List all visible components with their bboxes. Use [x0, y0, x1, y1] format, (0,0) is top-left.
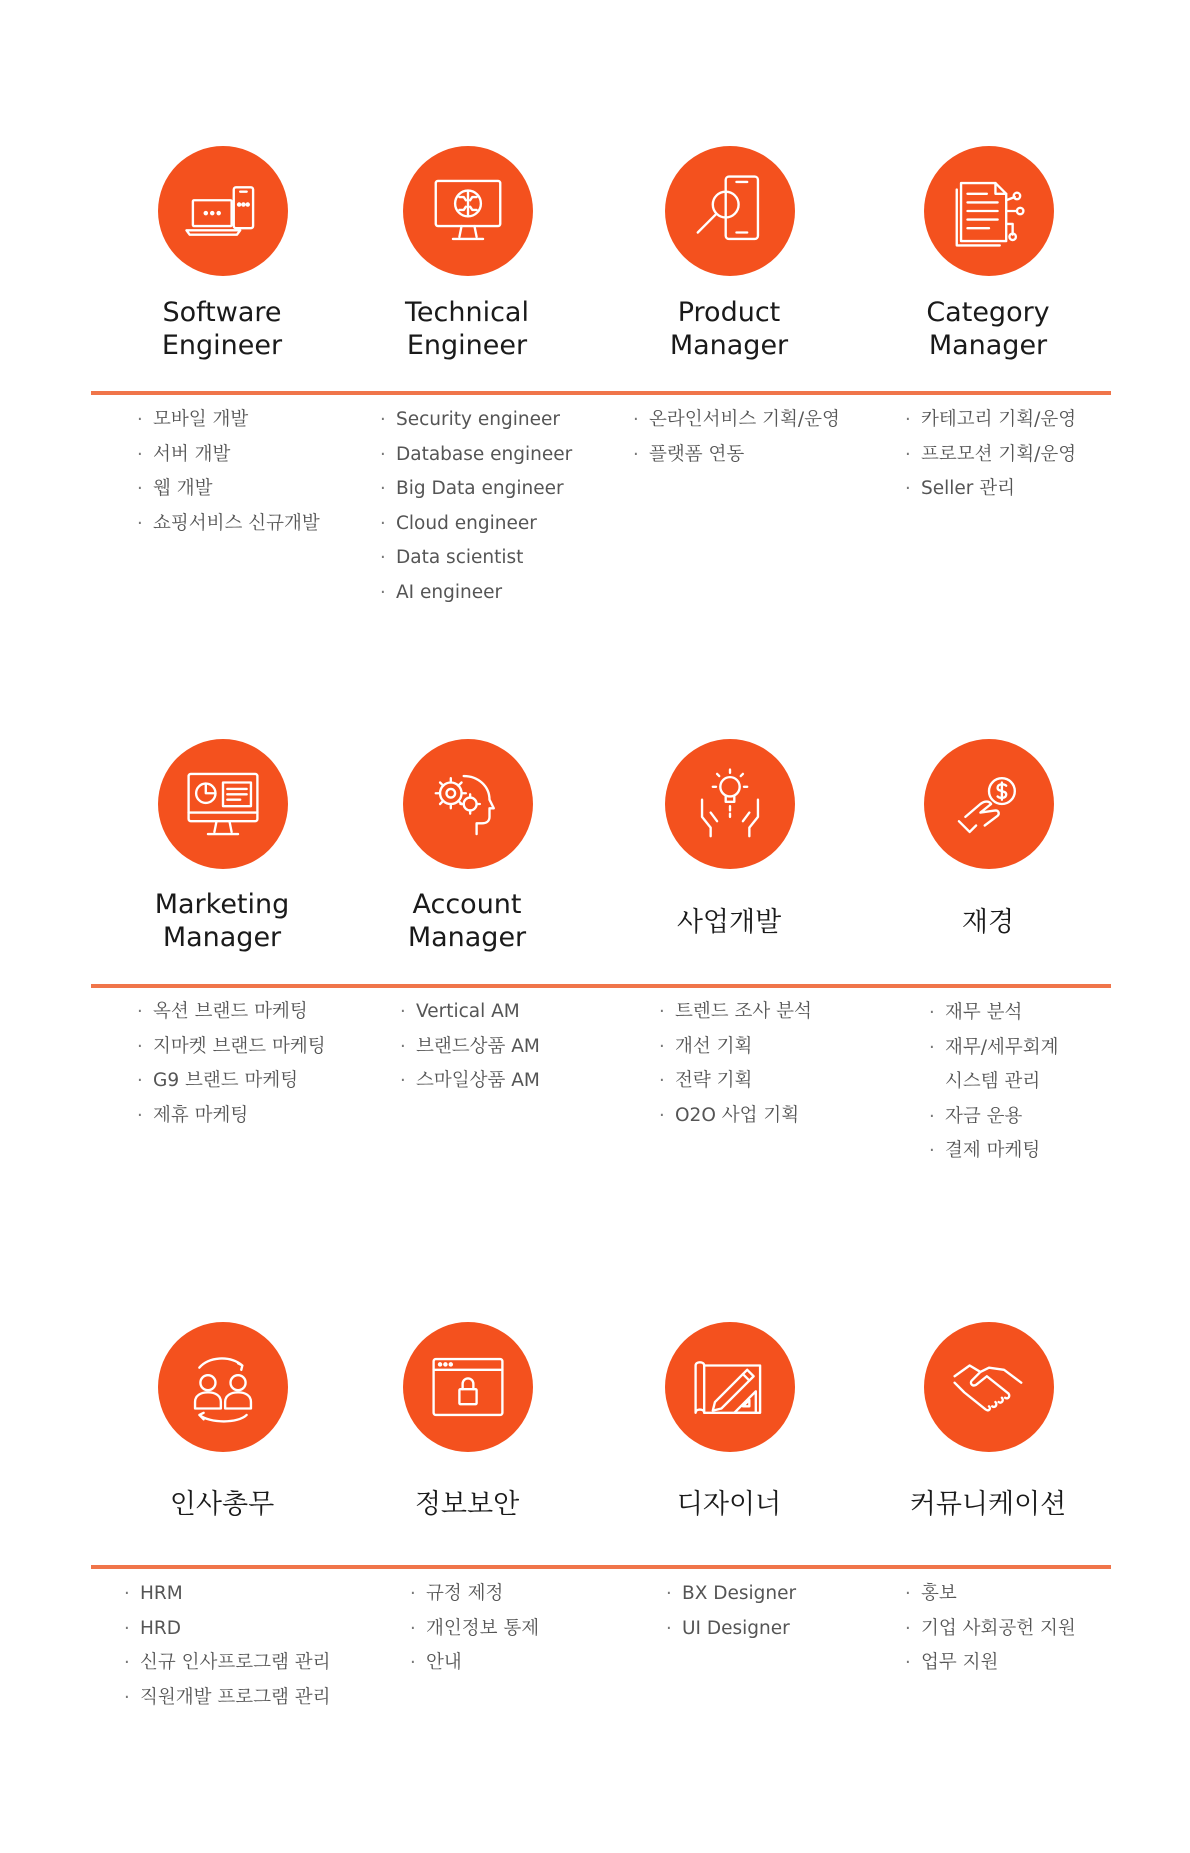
list-item: · AI engineer: [380, 576, 572, 611]
list-item: · Big Data engineer: [380, 472, 572, 507]
duty-list-finance: [929, 996, 1058, 1169]
duty-list-designer: [666, 1577, 796, 1646]
monitor-circuit-icon: [403, 146, 533, 276]
list-item: · 옥션 브랜드 마케팅: [137, 995, 326, 1030]
duty-list-technical-engineer: [380, 403, 572, 610]
list-item: · 웹 개발: [137, 472, 320, 507]
list-item: · 개인정보 통제: [410, 1612, 539, 1647]
duty-list-hr-admin: [124, 1577, 330, 1715]
list-item: · 트렌드 조사 분석: [659, 995, 812, 1030]
devices-icon: [158, 146, 288, 276]
list-item: · Data scientist: [380, 541, 572, 576]
card-title-designer: 디자이너: [676, 1489, 782, 1520]
row-divider: [91, 1565, 1111, 1569]
hand-coin-icon: [924, 739, 1054, 869]
list-item: · 안내: [410, 1646, 539, 1681]
browser-lock-icon: [403, 1322, 533, 1452]
duty-list-category-manager: [905, 403, 1076, 507]
blueprint-pencil-icon: [665, 1322, 795, 1452]
list-item: · 서버 개발: [137, 438, 320, 473]
card-title-communication: 커뮤니케이션: [909, 1489, 1067, 1520]
duty-list-marketing-manager: [137, 995, 326, 1133]
card-title-hr-admin: 인사총무: [169, 1489, 275, 1520]
handshake-icon: [924, 1322, 1054, 1452]
list-item: · 규정 제정: [410, 1577, 539, 1612]
duty-list-account-manager: [400, 995, 540, 1099]
document-network-icon: [924, 146, 1054, 276]
list-item: · 모바일 개발: [137, 403, 320, 438]
list-item: · 쇼핑서비스 신규개발: [137, 507, 320, 542]
list-item: · 신규 인사프로그램 관리: [124, 1646, 330, 1681]
list-item: · UI Designer: [666, 1612, 796, 1647]
row-divider: [91, 391, 1111, 395]
list-item: · 홍보: [905, 1577, 1076, 1612]
card-title-marketing-manager: Marketing Manager: [154, 889, 290, 953]
list-item: · 온라인서비스 기획/운영: [633, 403, 840, 438]
list-item: · 전략 기획: [659, 1064, 812, 1099]
duty-list-product-manager: [633, 403, 840, 472]
list-item: · G9 브랜드 마케팅: [137, 1064, 326, 1099]
list-item: · Database engineer: [380, 438, 572, 473]
list-item: · Cloud engineer: [380, 507, 572, 542]
card-title-business-development: 사업개발: [676, 907, 782, 938]
list-item: · 재무/세무회계 시스템 관리: [929, 1031, 1058, 1100]
card-title-product-manager: Product Manager: [669, 297, 789, 361]
row-divider: [91, 984, 1111, 988]
list-item: · Seller 관리: [905, 472, 1076, 507]
list-item: · 개선 기획: [659, 1030, 812, 1065]
duty-list-information-security: [410, 1577, 539, 1681]
duty-list-business-development: [659, 995, 812, 1133]
list-item: · 플랫폼 연동: [633, 438, 840, 473]
card-title-finance: 재경: [961, 907, 1015, 938]
list-item: · Security engineer: [380, 403, 572, 438]
list-item: · HRD: [124, 1612, 330, 1647]
list-item: · BX Designer: [666, 1577, 796, 1612]
list-item: · 기업 사회공헌 지원: [905, 1612, 1076, 1647]
card-title-technical-engineer: Technical Engineer: [405, 297, 529, 361]
list-item: · 프로모션 기획/운영: [905, 438, 1076, 473]
monitor-chart-icon: [158, 739, 288, 869]
list-item: · 직원개발 프로그램 관리: [124, 1681, 330, 1716]
head-gears-icon: [403, 739, 533, 869]
card-title-information-security: 정보보안: [414, 1489, 520, 1520]
card-title-software-engineer: Software Engineer: [161, 297, 283, 361]
list-item: · 스마일상품 AM: [400, 1064, 540, 1099]
people-exchange-icon: [158, 1322, 288, 1452]
list-item: · HRM: [124, 1577, 330, 1612]
list-item: · 지마켓 브랜드 마케팅: [137, 1030, 326, 1065]
list-item: · 자금 운용: [929, 1100, 1058, 1135]
list-item: · 제휴 마케팅: [137, 1099, 326, 1134]
list-item: · 재무 분석: [929, 996, 1058, 1031]
card-title-category-manager: Category Manager: [926, 297, 1050, 361]
duty-list-communication: [905, 1577, 1076, 1681]
list-item: · Vertical AM: [400, 995, 540, 1030]
list-item: · 브랜드상품 AM: [400, 1030, 540, 1065]
list-item: · 업무 지원: [905, 1646, 1076, 1681]
list-item: · O2O 사업 기획: [659, 1099, 812, 1134]
duty-list-software-engineer: [137, 403, 320, 541]
hands-lightbulb-icon: [665, 739, 795, 869]
list-item: · 카테고리 기획/운영: [905, 403, 1076, 438]
list-item: · 결제 마케팅: [929, 1134, 1058, 1169]
card-title-account-manager: Account Manager: [407, 889, 527, 953]
phone-search-icon: [665, 146, 795, 276]
